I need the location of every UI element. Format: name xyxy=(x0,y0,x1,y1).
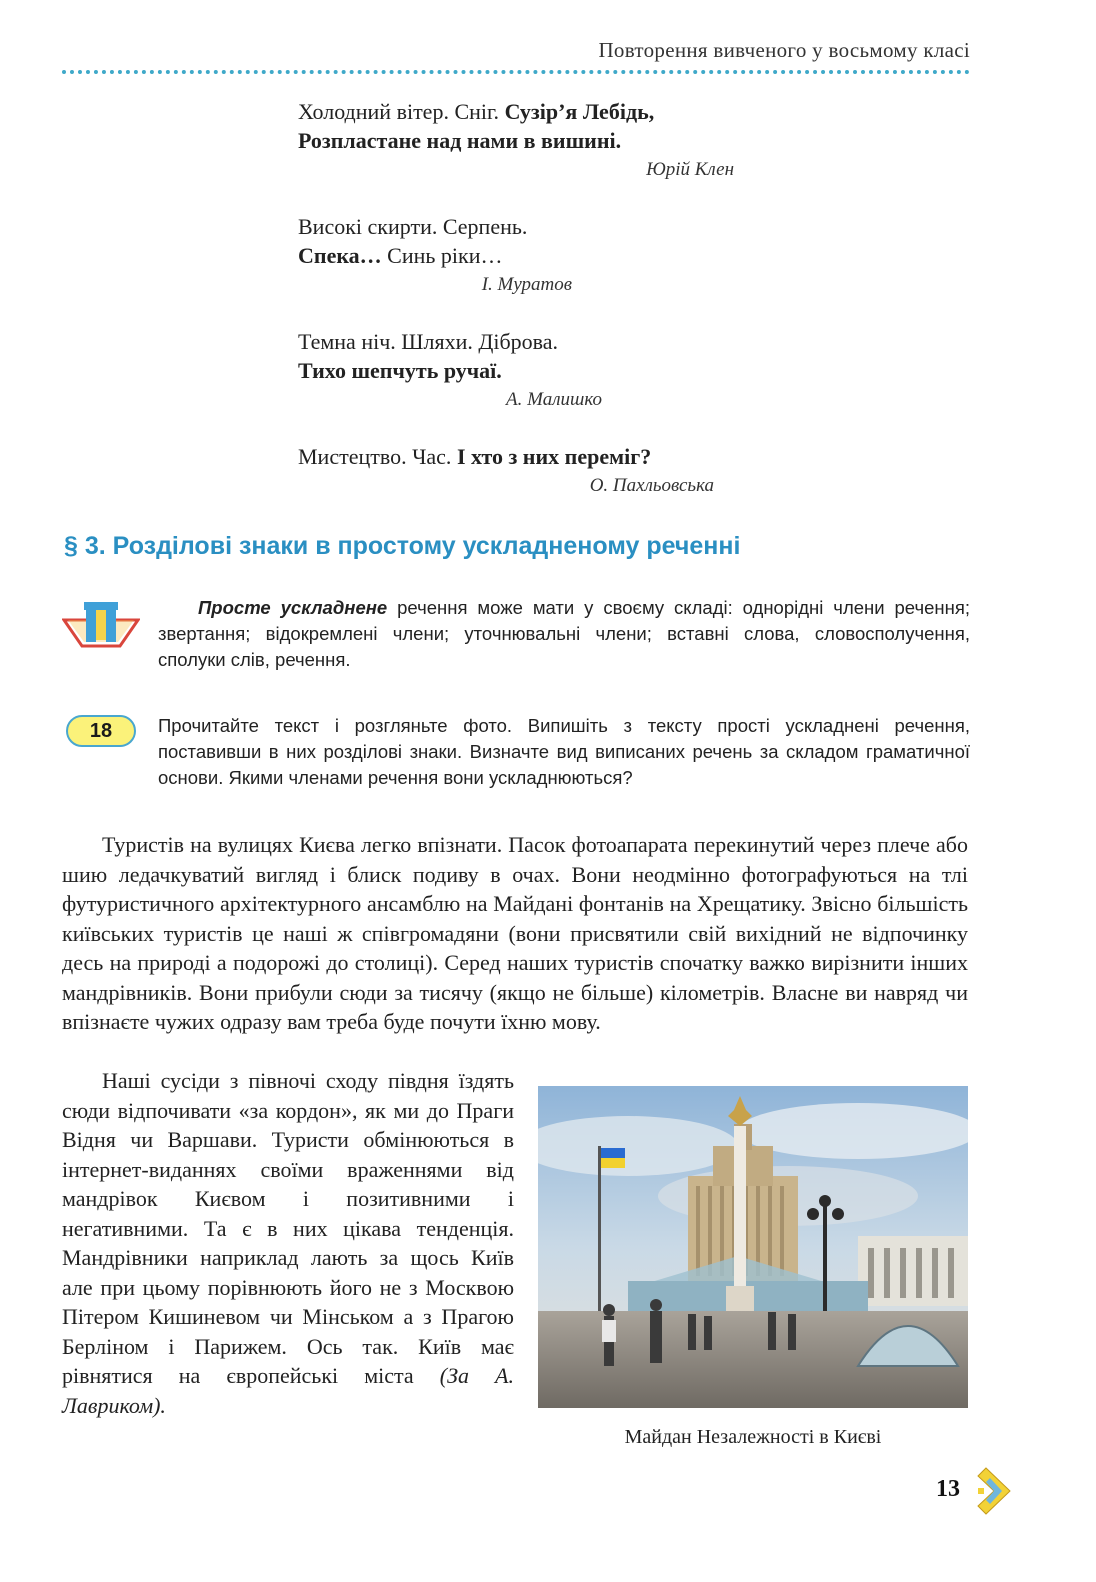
poem-1 xyxy=(298,97,734,184)
poem-text: Синь ріки… xyxy=(381,243,503,268)
text-paragraph-1: Туристів на вулицях Києва легко впізнати. Пасок фотоапарата перекинутий через плече або шию ледачкуватий вигляд і блиск подиву в очах. Вони неодмінно фотографуються на тлі футуристичного архітектурного ансамблю на Майдані фонтанів на Хрещатику. Звісно більшість київських туристів це наші ж співгромадяни (вони присвятили свій вихідний не відпочинку десь на природі а подорожі до столиці). Серед наших туристів спочатку важко вирізнити інших мандрівників. Вони прибули сюди за тисячу (якщо не більше) кілометрів. Власне ви навряд чи впізнаєте чужих одразу вам треба буде почути їхню мову. xyxy=(62,832,968,1034)
poem-text-bold: Тихо шепчуть ручаї. xyxy=(298,358,502,383)
poem-text: Холодний вітер. Сніг. xyxy=(298,99,505,124)
poem-line xyxy=(298,126,734,155)
poem-3 xyxy=(298,327,602,414)
exercise-number-badge: 18 xyxy=(66,715,136,747)
poem-line xyxy=(298,241,572,270)
poem-2 xyxy=(298,212,572,299)
rule-definition xyxy=(158,595,970,673)
poem-author: О. Пахльовська xyxy=(589,475,714,496)
rule-term: Просте ускладнене xyxy=(198,597,388,618)
poem-line xyxy=(298,327,602,356)
poem-line xyxy=(298,356,602,385)
exercise-text: Прочитайте текст і розгляньте фото. Випишіть з тексту прості ускладнені речення, поставивши в них розділові знаки. Визначте вид виписаних речень за складом граматичної основи. Якими членами речення вони ускладнюються? xyxy=(158,715,970,788)
text-paragraph-2 xyxy=(62,1066,514,1420)
poem-author: Юрій Клен xyxy=(646,159,734,180)
poem-line xyxy=(298,212,572,241)
running-header: Повторення вивченого у восьмому класі xyxy=(598,38,970,62)
header-dotted-rule xyxy=(62,70,970,74)
poem-author: А. Малишко xyxy=(506,389,602,410)
poem-text-bold: Сузір’я Лебідь, xyxy=(504,99,655,124)
poem-4 xyxy=(298,442,714,500)
section-title: § 3. Розділові знаки в простому ускладненому реченні xyxy=(64,532,741,560)
poem-author: І. Муратов xyxy=(481,274,572,295)
poem-text-bold: Спека… xyxy=(298,243,382,268)
paragraph-2-text: Наші сусіди з півночі сходу півдня їздять сюди відпочивати «за кордон», як ми до Праги Відня чи Варшави. Туристи обмінюються в інтернет-виданнях своїми враженнями від мандрівок Києвом і позитивними і негативними. Та є в них цікава тенденція. Мандрівники наприклад лають за щось Київ але при цьому порівнюють його не з Москвою Пітером Кишиневом чи Мінськом а з Прагою Берліном і Парижем. Ось так. Київ має рівнятися на європейські міста xyxy=(62,1068,514,1388)
rule-text: речення може мати у своєму складі: однорідні члени речення; звертання; відокремлені члени; уточнювальні члени; вставні слова, словосполучення, сполуки слів, речення. xyxy=(158,597,970,670)
rule-letter-icon xyxy=(62,598,140,650)
page-number: 13 xyxy=(936,1476,960,1502)
poem-text: Мистецтво. Час. xyxy=(298,444,457,469)
poem-text: Темна ніч. Шляхи. Діброва. xyxy=(298,329,559,354)
poem-line xyxy=(298,442,714,471)
corner-ornament-icon xyxy=(976,1466,1018,1516)
poem-text: Високі скирти. Серпень. xyxy=(298,214,528,239)
maidan-photo xyxy=(538,1086,968,1408)
poem-line xyxy=(298,97,734,126)
poem-text-bold: І хто з них переміг? xyxy=(456,444,652,469)
poem-text-bold: Розпластане над нами в вишині. xyxy=(298,128,622,153)
photo-caption: Майдан Незалежності в Києві xyxy=(624,1426,882,1448)
text-source: (За А. Лавриком). xyxy=(62,1363,514,1418)
